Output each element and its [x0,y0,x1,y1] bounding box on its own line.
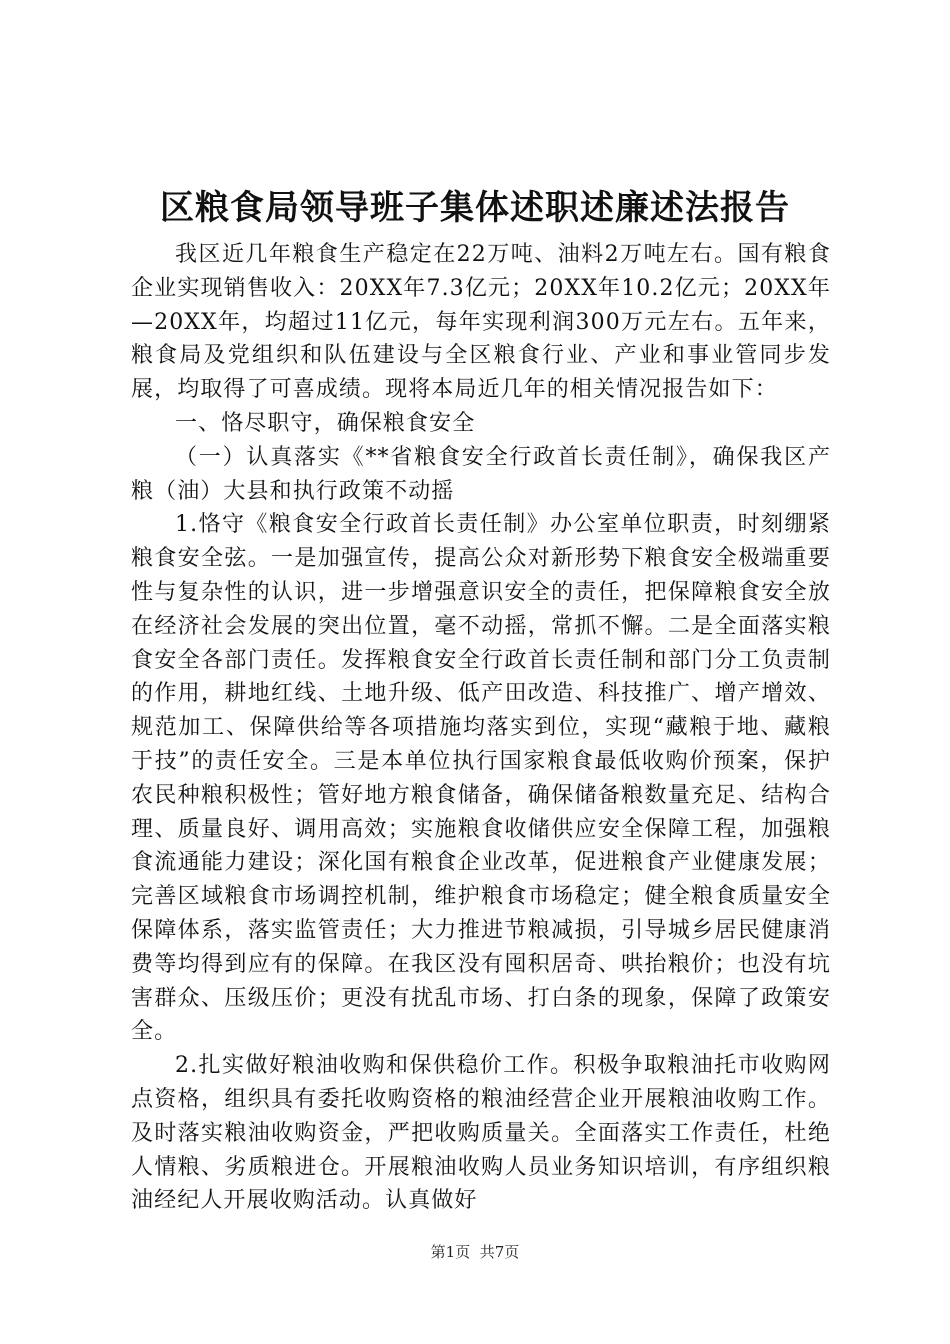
paragraph-intro: 我区近几年粮食生产稳定在22万吨、油料2万吨左右。国有粮食企业实现销售收入：20XX年7.3亿元；20XX年10.2亿元；20XX年—20XX年，均超过11亿元，每年实现利润300万元左右。五年来，粮食局及党组织和队伍建设与全区粮食行业、产业和事业管同步发展，均取得了可喜成绩。现将本局近几年的相关情况报告如下： [131,242,831,403]
section-heading-1: 一、恪尽职守，确保粮食安全 [175,410,476,436]
document-title: 区粮食局领导班子集体述职述廉述法报告 [160,188,790,228]
page-footer [0,1242,950,1262]
subsection-heading-1: （一）认真落实《**省粮食安全行政首长责任制》，确保我区产粮（油）大县和执行政策不动摇 [131,444,831,504]
document-body [131,238,831,1218]
paragraph-item-2: 2.扎实做好粮油收购和保供稳价工作。积极争取粮油托市收购网点资格，组织具有委托收购资格的粮油经营企业开展粮油收购工作。及时落实粮油收购资金，严把收购质量关。全面落实工作责任，杜绝人情粮、劣质粮进仓。开展粮油收购人员业务知识培训，有序组织粮油经纪人开展收购活动。认真做好 [131,1053,831,1214]
page-number: 第1页 [430,1243,471,1261]
paragraph-item-1: 1.恪守《粮食安全行政首长责任制》办公室单位职责，时刻绷紧粮食安全弦。一是加强宣传，提高公众对新形势下粮食安全极端重要性与复杂性的认识，进一步增强意识安全的责任，把保障粮食安全放在经济社会发展的突出位置，毫不动摇，常抓不懈。二是全面落实粮食安全各部门责任。发挥粮食安全行政首长责任制和部门分工负责制的作用，耕地红线、土地升级、低产田改造、科技推广、增产增效、规范加工、保障供给等各项措施均落实到位，实现“藏粮于地、藏粮于技”的责任安全。三是本单位执行国家粮食最低收购价预案，保护农民种粮积极性；管好地方粮食储备，确保储备粮数量充足、结构合理、质量良好、调用高效；实施粮食收储供应安全保障工程，加强粮食流通能力建设；深化国有粮食企业改革，促进粮食产业健康发展；完善区域粮食市场调控机制，维护粮食市场稳定；健全粮食质量安全保障体系，落实监管责任；大力推进节粮减损，引导城乡居民健康消费等均得到应有的保障。在我区没有囤积居奇、哄抬粮价；也没有坑害群众、压级压价；更没有扰乱市场、打白条的现象，保障了政策安全。 [131,512,831,1045]
page-total: 共7页 [479,1243,520,1261]
